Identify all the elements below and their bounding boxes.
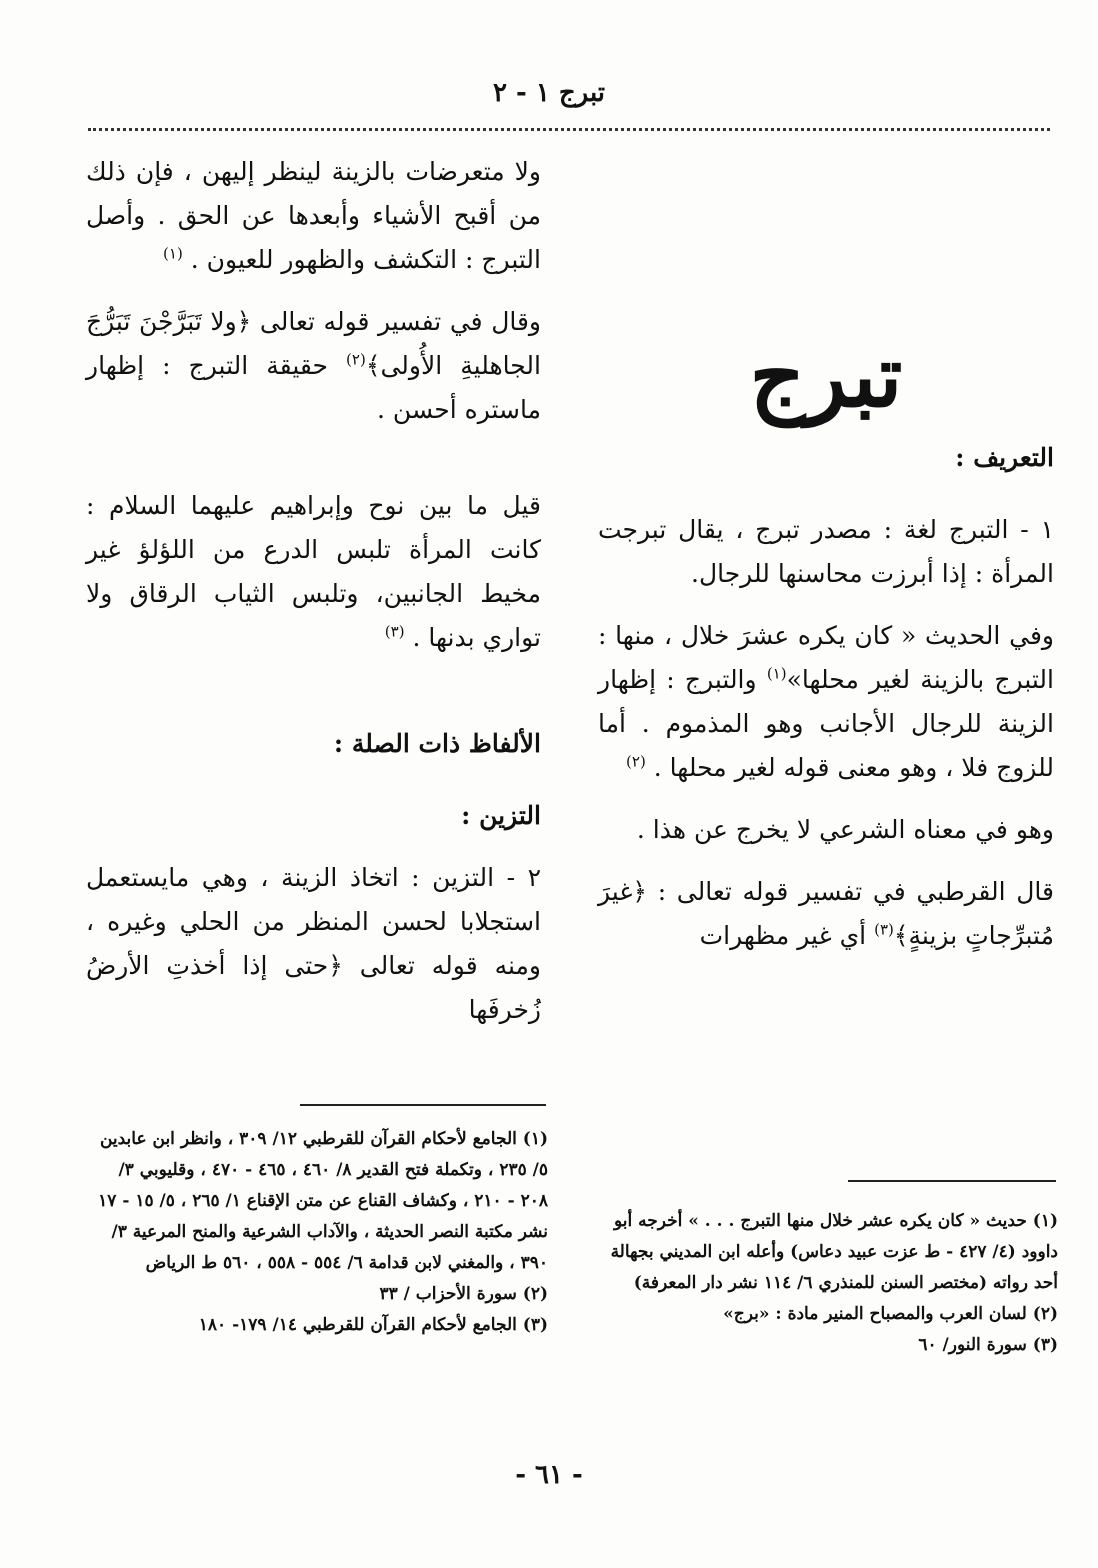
qurtubi-paragraph — [598, 870, 1054, 958]
footnote: (١) حديث « كان يكره عشر خلال منها التبرج . . . » أخرجه أبو داوود (٤/ ٤٢٧ - ط عزت عبيد دعاس) وأعله ابن المديني بجهالة أحد رواته (مختصر السنن للمنذري ٦/ ١١٤ نشر دار المعرفة) — [610, 1211, 1058, 1293]
footnote-rule-left — [300, 1104, 546, 1106]
history-text: قيل ما بين نوح وإبراهيم عليهما السلام : كانت المرأة تلبس الدرع من اللؤلؤ غير مخيط الجانبين، وتلبس الثياب الرقاق ولا تواري بدنها . — [86, 491, 541, 652]
footnote: (٢) لسان العرب والمصباح المنير مادة : «برج» — [723, 1304, 1058, 1324]
footnote-ref: (١) — [163, 244, 183, 263]
footnote: (٣) الجامع لأحكام القرآن للقرطبي ١٤/ ١٧٩- ١٨٠ — [198, 1315, 548, 1335]
footnote: (٣) سورة النور/ ٦٠ — [918, 1335, 1058, 1355]
hadith-paragraph — [598, 614, 1054, 790]
continuation-paragraph — [86, 150, 541, 282]
definition-paragraph: ١ - التبرج لغة : مصدر تبرج ، يقال تبرجت المرأة : إذا أبرزت محاسنها للرجال. — [598, 515, 1054, 588]
entry-title: تبرج — [749, 326, 903, 427]
qurtubi-tail: أي غير مظهرات — [699, 921, 875, 950]
footnote-ref: (١) — [766, 664, 787, 683]
left-column — [86, 150, 541, 1032]
hadith-text: وفي الحديث « كان يكره عشرَ خلال ، منها : التبرج بالزينة لغير محلها» — [598, 621, 1054, 694]
running-head: تبرج ١ - ٢ — [492, 78, 606, 108]
right-column — [598, 150, 1054, 958]
footnote-ref: (٣) — [384, 622, 405, 641]
history-paragraph — [86, 484, 541, 660]
hadith-continuation: والتبرج : إظهار الزينة للرجال الأجانب وهو المذموم . أما للزوج فلا ، وهو معنى قوله لغير محلها . — [598, 665, 1054, 782]
adornment-paragraph: ٢ - التزين : اتخاذ الزينة ، وهي مايستعمل استجلابا لحسن المنظر من الحلي وغيره ، ومنه قوله تعالى ﴿حتى إذا أخذتِ الأرضُ زُخرفَها — [86, 863, 541, 1024]
sharia-meaning-paragraph: وهو في معناه الشرعي لا يخرج عن هذا . — [636, 815, 1054, 844]
tafsir-tail: حقيقة التبرج : إظهار ماستره أحسن . — [86, 351, 541, 424]
definition-heading: التعريف : — [955, 443, 1054, 472]
footnote-rule-right — [848, 1180, 1056, 1182]
adornment-heading: التزين : — [461, 801, 541, 830]
tafsir-text: وقال في تفسير قوله تعالى ﴿ولا تَبَرَّجْنَ تَبَرُّجَ الجاهليةِ الأُولى﴾ — [86, 307, 541, 380]
page-number: - ٦١ - — [515, 1460, 583, 1490]
footnote-ref: (٣) — [874, 920, 894, 939]
footnote-ref: (٢) — [626, 752, 646, 771]
related-terms-heading: الألفاظ ذات الصلة : — [333, 729, 541, 758]
footnotes-right — [598, 1206, 1058, 1361]
tafsir-paragraph — [86, 300, 541, 432]
continuation-text: ولا متعرضات بالزينة لينظر إليهن ، فإن ذلك من أقبح الأشياء وأبعدها عن الحق . وأصل التبرج : التكشف والظهور للعيون . — [86, 157, 541, 274]
footnotes-left — [96, 1124, 548, 1341]
footnote-ref: (٢) — [346, 350, 366, 369]
qurtubi-text: قال القرطبي في تفسير قوله تعالى : ﴿غيرَ مُتبرِّجاتٍ بزينةٍ﴾ — [598, 877, 1054, 950]
footnote: (١) الجامع لأحكام القرآن للقرطبي ١٢/ ٣٠٩ ، وانظر ابن عابدين ٥/ ٢٣٥ ، وتكملة فتح القدير ٨/ ٤٦٠ ، ٤٦٥ - ٤٧٠ ، وقليوبي ٣/ ٢٠٨ - ٢١٠ ، وكشاف القناع عن متن الإقناع ١/ ٢٦٥ ، ٥/ ١٥ - ١٧ نشر مكتبة النصر الحديثة ، والآداب الشرعية والمنح المرعية ٣/ ٣٩٠ ، والمغني لابن قدامة ٦/ ٥٥٤ - ٥٥٨ ، ٥٦٠ ط الرياض — [98, 1129, 548, 1273]
footnote: (٢) سورة الأحزاب / ٣٣ — [379, 1284, 548, 1304]
header-dotted-rule — [88, 128, 1050, 131]
